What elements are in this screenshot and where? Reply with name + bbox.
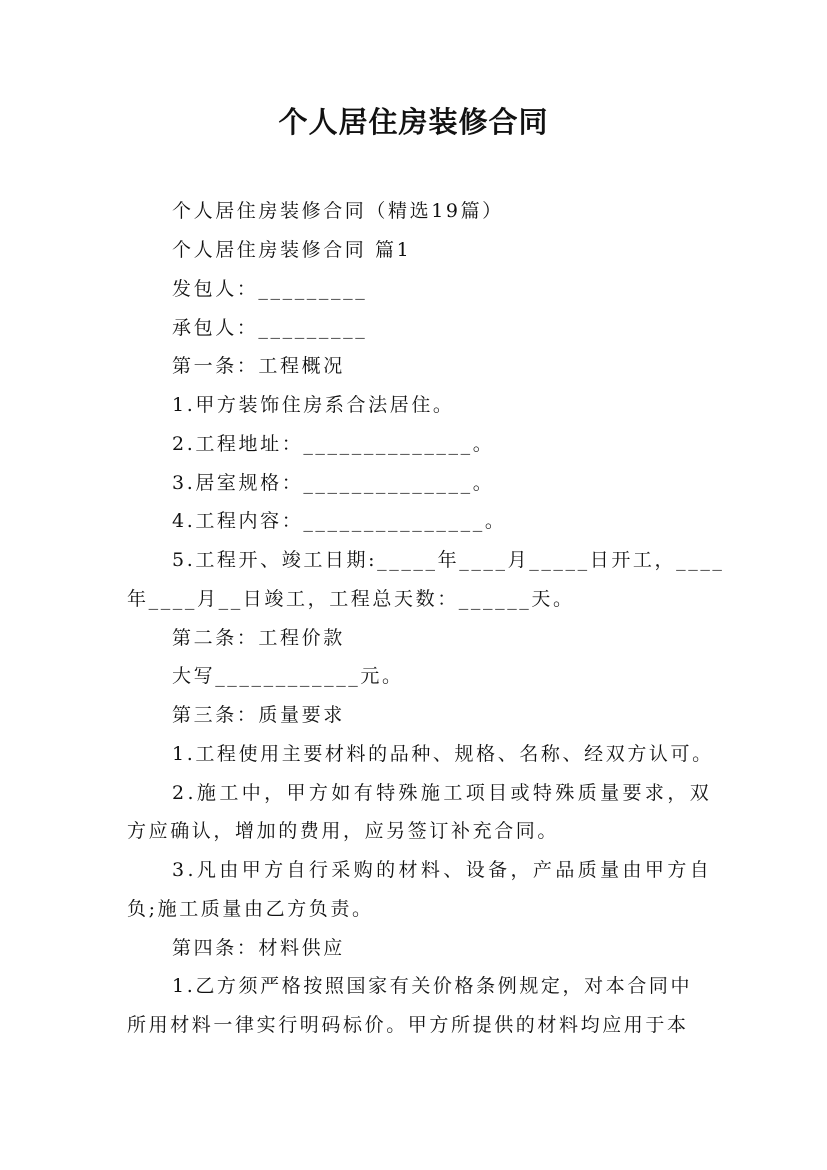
paragraph-line: 5.工程开、竣工日期:_____年____月_____日开工，____: [172, 549, 725, 571]
party-a-line: 发包人：_________: [172, 278, 368, 300]
subtitle-line: 个人居住房装修合同（精选19篇）: [172, 200, 504, 222]
article-heading: 第二条：工程价款: [172, 627, 345, 649]
paragraph-line: 所用材料一律实行明码标价。甲方所提供的材料均应用于本: [127, 1014, 689, 1036]
paragraph-line: 方应确认，增加的费用，应另签订补充合同。: [127, 820, 560, 842]
paragraph-line: 3.凡由甲方自行采购的材料、设备，产品质量由甲方自: [172, 859, 713, 881]
article-heading: 第四条：材料供应: [172, 937, 345, 959]
paragraph-line: 1.乙方须严格按照国家有关价格条例规定，对本合同中: [172, 975, 693, 997]
paragraph-line: 4.工程内容：_______________。: [172, 510, 507, 532]
paragraph-line: 1.工程使用主要材料的品种、规格、名称、经双方认可。: [172, 743, 714, 765]
party-b-line: 承包人：_________: [172, 317, 368, 339]
paragraph-line: 1.甲方装饰住房系合法居住。: [172, 394, 455, 416]
article-heading: 第三条：质量要求: [172, 704, 345, 726]
paragraph-line: 负;施工质量由乙方负责。: [127, 898, 374, 920]
section-heading: 个人居住房装修合同 篇1: [172, 239, 412, 261]
paragraph-line: 年____月__日竣工，工程总天数：______天。: [127, 588, 575, 610]
paragraph-line: 3.居室规格：______________。: [172, 472, 495, 494]
paragraph-line: 大写____________元。: [172, 665, 404, 687]
paragraph-line: 2.施工中，甲方如有特殊施工项目或特殊质量要求，双: [172, 782, 713, 804]
paragraph-line: 2.工程地址：______________。: [172, 433, 495, 455]
document-title: 个人居住房装修合同: [278, 105, 549, 139]
article-heading: 第一条：工程概况: [172, 355, 345, 377]
